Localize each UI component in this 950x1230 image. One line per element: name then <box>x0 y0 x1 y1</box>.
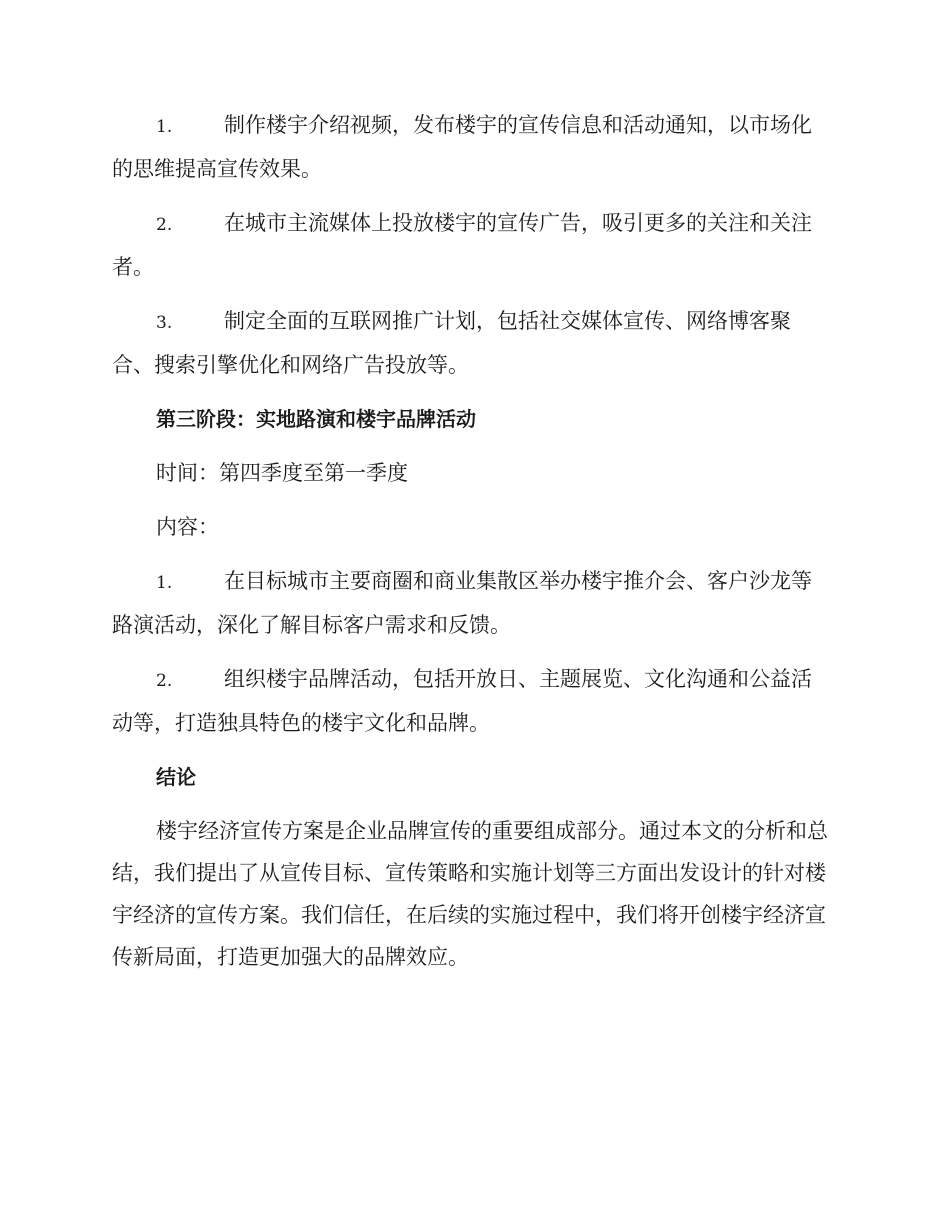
phase3-time: 时间：第四季度至第一季度 <box>156 461 408 485</box>
list-item-text: 制作楼宇介绍视频，发布楼宇的宣传信息和活动通知，以市场化的思维提高宣传效果。 <box>112 113 812 181</box>
list-item <box>112 300 832 386</box>
list-item-text: 在城市主流媒体上投放楼宇的宣传广告，吸引更多的关注和关注者。 <box>112 211 812 279</box>
list-item <box>112 104 832 190</box>
section-heading-phase3: 第三阶段：实地路演和楼宇品牌活动 <box>156 407 476 431</box>
list-number: 2. <box>156 671 173 691</box>
list-number: 2. <box>156 215 173 235</box>
list-number: 1. <box>156 573 173 593</box>
list-number: 3. <box>156 313 173 333</box>
list-item <box>112 202 832 288</box>
section-heading-conclusion: 结论 <box>156 765 196 789</box>
list-item-text: 制定全面的互联网推广计划，包括社交媒体宣传、网络博客聚合、搜索引擎优化和网络广告投放等。 <box>112 309 791 377</box>
list-item <box>112 560 832 646</box>
document-page <box>112 104 832 978</box>
list-item-text: 在目标城市主要商圈和商业集散区举办楼宇推介会、客户沙龙等路演活动，深化了解目标客户需求和反馈。 <box>112 569 812 637</box>
phase3-content-label: 内容： <box>156 515 219 539</box>
list-number: 1. <box>156 117 173 137</box>
list-item <box>112 658 832 744</box>
list-item-text: 组织楼宇品牌活动，包括开放日、主题展览、文化沟通和公益活动等，打造独具特色的楼宇文化和品牌。 <box>112 667 812 735</box>
conclusion-paragraph: 楼宇经济宣传方案是企业品牌宣传的重要组成部分。通过本文的分析和总结，我们提出了从宣传目标、宣传策略和实施计划等三方面出发设计的针对楼宇经济的宣传方案。我们信任，在后续的实施过程中，我们将开创楼宇经济宣传新局面，打造更加强大的品牌效应。 <box>112 819 828 969</box>
